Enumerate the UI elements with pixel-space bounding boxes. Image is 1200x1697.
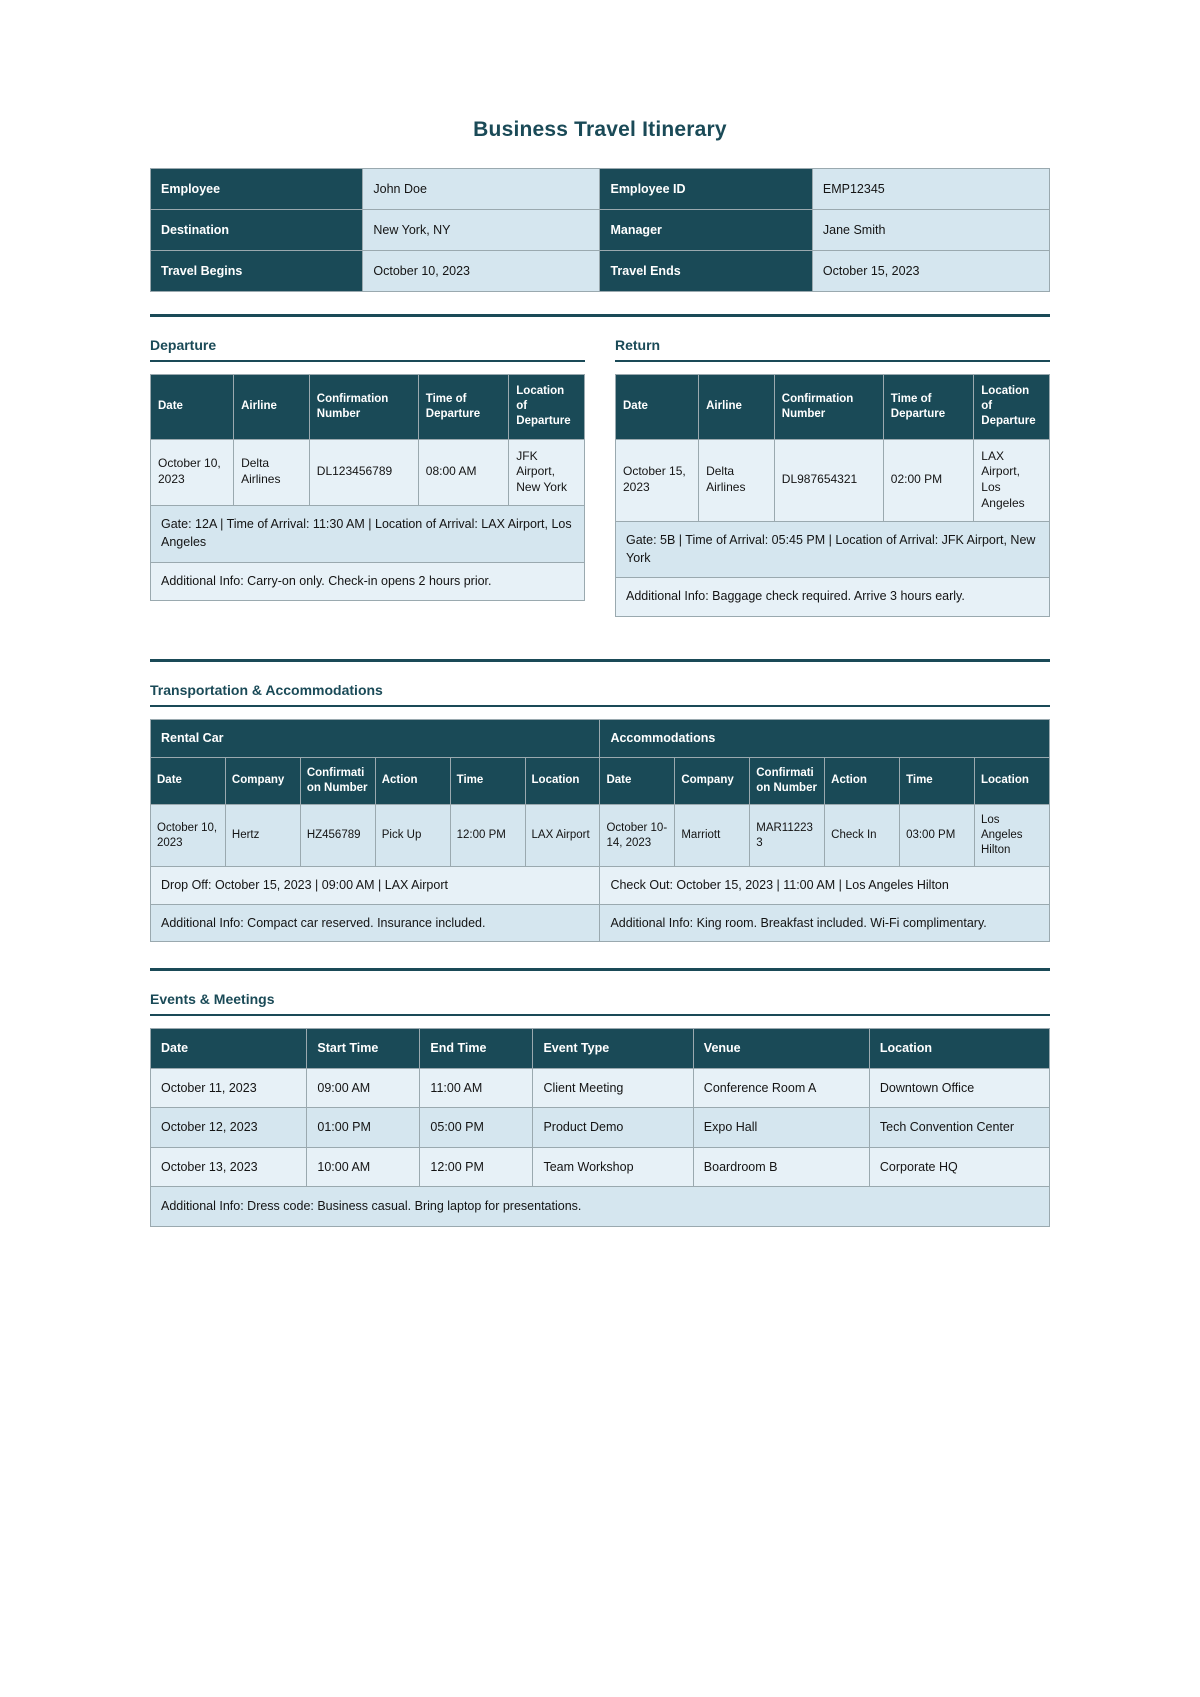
table-header-row [151, 720, 1050, 758]
table-row [151, 251, 1050, 292]
departure-col-airline: Airline [234, 375, 310, 440]
section-divider-events [150, 968, 1050, 971]
departure-location: JFK Airport, New York [509, 439, 585, 505]
accommodations-group-label: Accommodations [600, 720, 1050, 758]
summary-value-travel-ends: October 15, 2023 [812, 251, 1049, 292]
departure-block [150, 317, 585, 601]
rental-company: Hertz [225, 804, 300, 867]
events-section-title: Events & Meetings [150, 991, 275, 1008]
events-col-date: Date [151, 1029, 307, 1069]
return-date: October 15, 2023 [616, 439, 699, 521]
rental-additional-info: Additional Info: Compact car reserved. Insurance included. [151, 904, 600, 942]
event-location: Downtown Office [869, 1068, 1049, 1108]
return-additional-info: Additional Info: Baggage check required. Arrive 3 hours early. [616, 578, 1050, 617]
table-row [151, 210, 1050, 251]
page-title: Business Travel Itinerary [473, 118, 727, 141]
event-date: October 11, 2023 [151, 1068, 307, 1108]
event-venue: Expo Hall [693, 1108, 869, 1148]
summary-label-employee: Employee [151, 169, 363, 210]
summary-value-destination: New York, NY [363, 210, 600, 251]
table-row [616, 578, 1050, 617]
departure-date: October 10, 2023 [151, 439, 234, 505]
rental-col-company: Company [225, 757, 300, 804]
departure-additional-info: Additional Info: Carry-on only. Check-in opens 2 hours prior. [151, 562, 585, 601]
table-row [151, 1187, 1050, 1227]
events-col-event-type: Event Type [533, 1029, 693, 1069]
departure-time: 08:00 AM [418, 439, 508, 505]
event-end-time: 11:00 AM [420, 1068, 533, 1108]
table-row [616, 521, 1050, 578]
event-end-time: 12:00 PM [420, 1147, 533, 1187]
summary-value-employee: John Doe [363, 169, 600, 210]
table-header-row [616, 375, 1050, 440]
summary-label-travel-ends: Travel Ends [600, 251, 812, 292]
rental-col-location: Location [525, 757, 600, 804]
accommodations-col-time: Time [900, 757, 975, 804]
table-row [151, 1147, 1050, 1187]
table-row [616, 439, 1050, 521]
return-block [615, 317, 1050, 617]
departure-gate-line: Gate: 12A | Time of Arrival: 11:30 AM | Location of Arrival: LAX Airport, Los Angeles [151, 506, 585, 563]
rental-col-time: Time [450, 757, 525, 804]
accommodations-time: 03:00 PM [900, 804, 975, 867]
event-venue: Conference Room A [693, 1068, 869, 1108]
events-col-location: Location [869, 1029, 1049, 1069]
summary-label-travel-begins: Travel Begins [151, 251, 363, 292]
return-section-title: Return [615, 337, 661, 353]
employee-summary-table [150, 168, 1050, 292]
table-row [151, 562, 585, 601]
accommodations-location: Los Angeles Hilton [974, 804, 1049, 867]
return-time: 02:00 PM [883, 439, 973, 521]
table-row [151, 867, 1050, 905]
table-row [151, 1108, 1050, 1148]
departure-confirmation: DL123456789 [309, 439, 418, 505]
return-col-date: Date [616, 375, 699, 440]
departure-col-location: Location of Departure [509, 375, 585, 440]
summary-value-travel-begins: October 10, 2023 [363, 251, 600, 292]
events-title-underline [150, 1014, 1050, 1016]
events-col-venue: Venue [693, 1029, 869, 1069]
accommodations-col-confirmation: Confirmation Number [750, 757, 825, 804]
departure-section-title: Departure [150, 337, 217, 353]
events-col-end-time: End Time [420, 1029, 533, 1069]
table-header-row [151, 1029, 1050, 1069]
return-table [615, 374, 1050, 617]
rental-time: 12:00 PM [450, 804, 525, 867]
rental-date: October 10, 2023 [151, 804, 226, 867]
return-col-confirmation: Confirmation Number [774, 375, 883, 440]
accommodations-action: Check In [825, 804, 900, 867]
flights-section [150, 317, 1050, 617]
page-content [150, 0, 1050, 1227]
event-venue: Boardroom B [693, 1147, 869, 1187]
summary-value-manager: Jane Smith [812, 210, 1049, 251]
event-end-time: 05:00 PM [420, 1108, 533, 1148]
departure-col-time: Time of Departure [418, 375, 508, 440]
departure-airline: Delta Airlines [234, 439, 310, 505]
departure-col-date: Date [151, 375, 234, 440]
table-row [151, 904, 1050, 942]
event-type: Client Meeting [533, 1068, 693, 1108]
transportation-table [150, 719, 1050, 942]
summary-value-employee-id: EMP12345 [812, 169, 1049, 210]
event-location: Tech Convention Center [869, 1108, 1049, 1148]
accommodations-confirmation: MAR112233 [750, 804, 825, 867]
event-type: Team Workshop [533, 1147, 693, 1187]
table-row [151, 506, 585, 563]
return-col-location: Location of Departure [974, 375, 1050, 440]
rental-col-date: Date [151, 757, 226, 804]
rental-col-confirmation: Confirmation Number [300, 757, 375, 804]
event-type: Product Demo [533, 1108, 693, 1148]
event-start-time: 10:00 AM [307, 1147, 420, 1187]
transportation-section-title: Transportation & Accommodations [150, 682, 383, 699]
accommodations-col-date: Date [600, 757, 675, 804]
return-col-time: Time of Departure [883, 375, 973, 440]
events-additional-info: Additional Info: Dress code: Business casual. Bring laptop for presentations. [151, 1187, 1050, 1227]
event-start-time: 01:00 PM [307, 1108, 420, 1148]
rental-dropoff-line: Drop Off: October 15, 2023 | 09:00 AM | LAX Airport [151, 867, 600, 905]
rental-confirmation: HZ456789 [300, 804, 375, 867]
table-row [151, 439, 585, 505]
return-confirmation: DL987654321 [774, 439, 883, 521]
event-location: Corporate HQ [869, 1147, 1049, 1187]
accommodations-additional-info: Additional Info: King room. Breakfast included. Wi-Fi complimentary. [600, 904, 1050, 942]
return-title-underline [615, 360, 1050, 362]
return-location: LAX Airport, Los Angeles [974, 439, 1050, 521]
table-row [151, 1068, 1050, 1108]
return-col-airline: Airline [699, 375, 775, 440]
accommodations-col-action: Action [825, 757, 900, 804]
return-airline: Delta Airlines [699, 439, 775, 521]
table-row [151, 169, 1050, 210]
spacer [150, 942, 1050, 968]
spacer [150, 617, 1050, 659]
rental-col-action: Action [375, 757, 450, 804]
event-date: October 13, 2023 [151, 1147, 307, 1187]
departure-col-confirmation: Confirmation Number [309, 375, 418, 440]
accommodations-date: October 10-14, 2023 [600, 804, 675, 867]
accommodations-col-location: Location [974, 757, 1049, 804]
table-row [151, 804, 1050, 867]
summary-label-manager: Manager [600, 210, 812, 251]
accommodations-col-company: Company [675, 757, 750, 804]
table-header-row [151, 375, 585, 440]
rental-action: Pick Up [375, 804, 450, 867]
rental-location: LAX Airport [525, 804, 600, 867]
departure-table [150, 374, 585, 601]
return-gate-line: Gate: 5B | Time of Arrival: 05:45 PM | Location of Arrival: JFK Airport, New York [616, 521, 1050, 578]
accommodations-company: Marriott [675, 804, 750, 867]
events-table [150, 1028, 1050, 1227]
rental-car-group-label: Rental Car [151, 720, 600, 758]
transportation-title-underline [150, 705, 1050, 707]
summary-label-employee-id: Employee ID [600, 169, 812, 210]
event-start-time: 09:00 AM [307, 1068, 420, 1108]
events-col-start-time: Start Time [307, 1029, 420, 1069]
event-date: October 12, 2023 [151, 1108, 307, 1148]
section-divider-transportation [150, 659, 1050, 662]
table-header-row [151, 757, 1050, 804]
departure-title-underline [150, 360, 585, 362]
summary-label-destination: Destination [151, 210, 363, 251]
accommodations-checkout-line: Check Out: October 15, 2023 | 11:00 AM | Los Angeles Hilton [600, 867, 1050, 905]
